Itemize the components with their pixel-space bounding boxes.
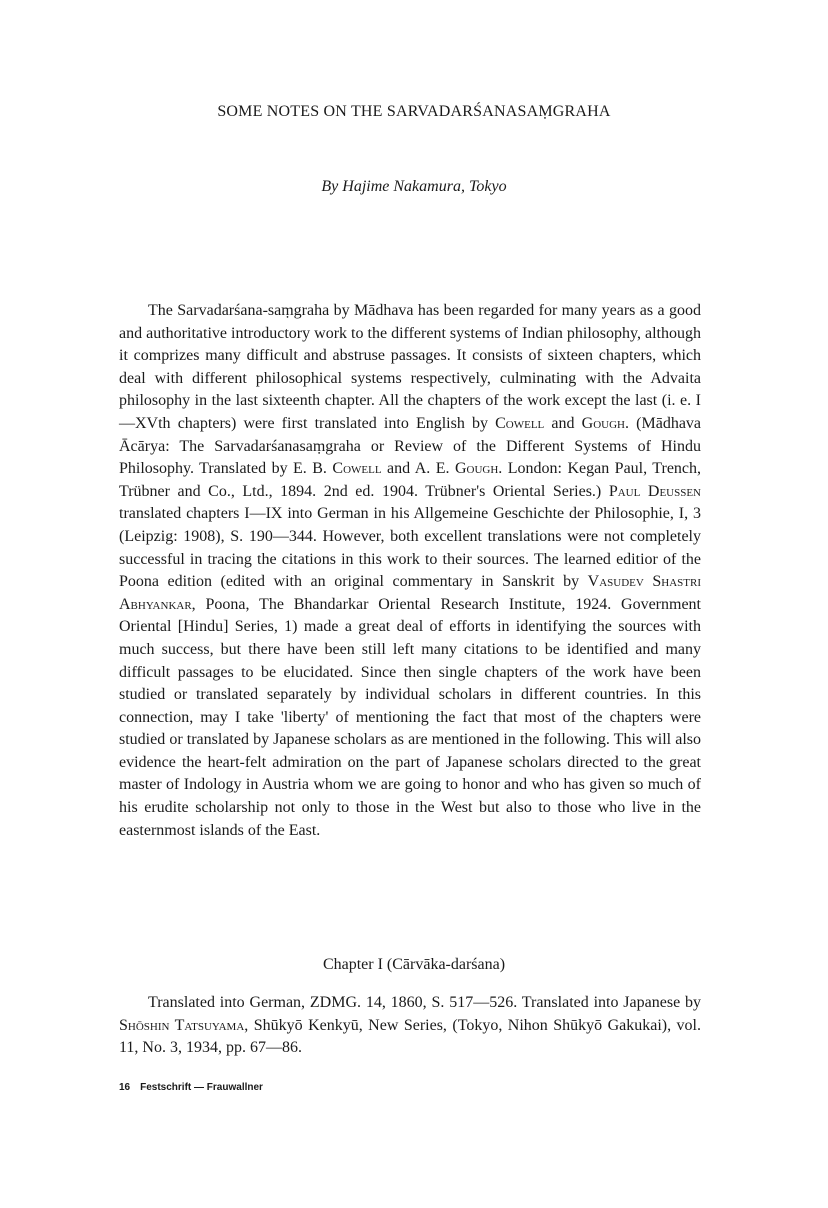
author-name-shoshin: Shōshin Tatsuyama, xyxy=(119,1016,249,1034)
chapter-paragraph-text xyxy=(119,992,701,1060)
chapter-text-1: Translated into German, ZDMG. 14, 1860, S. 517—526. Translated into Japanese by xyxy=(148,994,701,1011)
page-number: 16 xyxy=(119,1082,131,1093)
author-name-gough-2: Gough. xyxy=(454,460,503,478)
author-name-deussen: Paul Deussen xyxy=(608,482,702,500)
intro-paragraph-text xyxy=(119,300,701,842)
author-name-cowell-2: Cowell xyxy=(332,460,382,478)
intro-text-and-2: and A. E. xyxy=(387,460,450,478)
author-name-gough: Gough. xyxy=(581,414,630,432)
author-byline: By Hajime Nakamura, Tokyo xyxy=(321,178,507,195)
article-title: SOME NOTES ON THE SARVADARŚANASAṂGRAHA xyxy=(217,103,611,120)
chapter-paragraph xyxy=(119,992,701,1060)
author-name-cowell: Cowell xyxy=(495,414,545,432)
chapter-heading: Chapter I (Cārvāka-darśana) xyxy=(322,956,506,973)
footer-source: Festschrift — Frauwallner xyxy=(140,1082,263,1093)
intro-text-4: translated chapters I—IX into German in his Allgemeine Geschichte der Philosophie, I, 3 (Leipzig: 1908), S. 190—344. However, both excellent translations were not completely successful in tracing the citations in this work to their sources. The learned editior of the Poona edition (edited with an original commentary in Sanskrit by xyxy=(119,505,701,591)
page-footer xyxy=(119,1082,263,1093)
intro-text-1: The Sarvadarśana-saṃgraha by Mādhava has been regarded for many years as a good and authoritative introductory work to the different systems of Indian philosophy, although it comprizes many difficult and abstruse passages. It consists of sixteen chapters, which deal with different philosophical systems respectively, culminating with the Advaita philosophy in the last sixteenth chapter. All the chapters of the work except the last (i. e. I—XVth chapters) were first translated into English by xyxy=(119,302,701,432)
chapter-text-2: Shūkyō Kenkyū, New Series, (Tokyo, Nihon Shūkyō Gakukai), vol. 11, No. 3, 1934, pp. 67—86. xyxy=(119,1016,701,1057)
intro-text-2: (Mādhava Ācārya: The Sarvadarśanasaṃgraha or Review of the Different Systems of Hindu Philosophy. Translated by E. B. xyxy=(119,414,702,478)
intro-text-and: and xyxy=(551,414,575,432)
intro-text-3: London: Kegan Paul, Trench, Trübner and Co., Ltd., 1894. 2nd ed. 1904. Trübner's Oriental Series.) xyxy=(119,460,702,500)
intro-paragraph xyxy=(119,300,701,842)
author-name-vasudev: Vasudev Shastri Abhyankar, xyxy=(119,573,702,613)
intro-text-5: Poona, The Bhandarkar Oriental Research Institute, 1924. Government Oriental [Hindu] Series, 1) made a great deal of efforts in identifying the sources with much success, but there have been still left many citations to be identified and many difficult passages to be elucidated. Since then single chapters of the work have been studied or translated separately by individual scholars in different countries. In this connection, may I take 'liberty' of mentioning the fact that most of the chapters were studied or translated by Japanese scholars as are mentioned in the following. This will also evidence the heart-felt admiration on the part of Japanese scholars directed to the great master of Indology in Austria whom we are going to honor and who has given so much of his erudite scholarship not only to those in the West but also to those who live in the easternmost islands of the East. xyxy=(119,595,701,839)
